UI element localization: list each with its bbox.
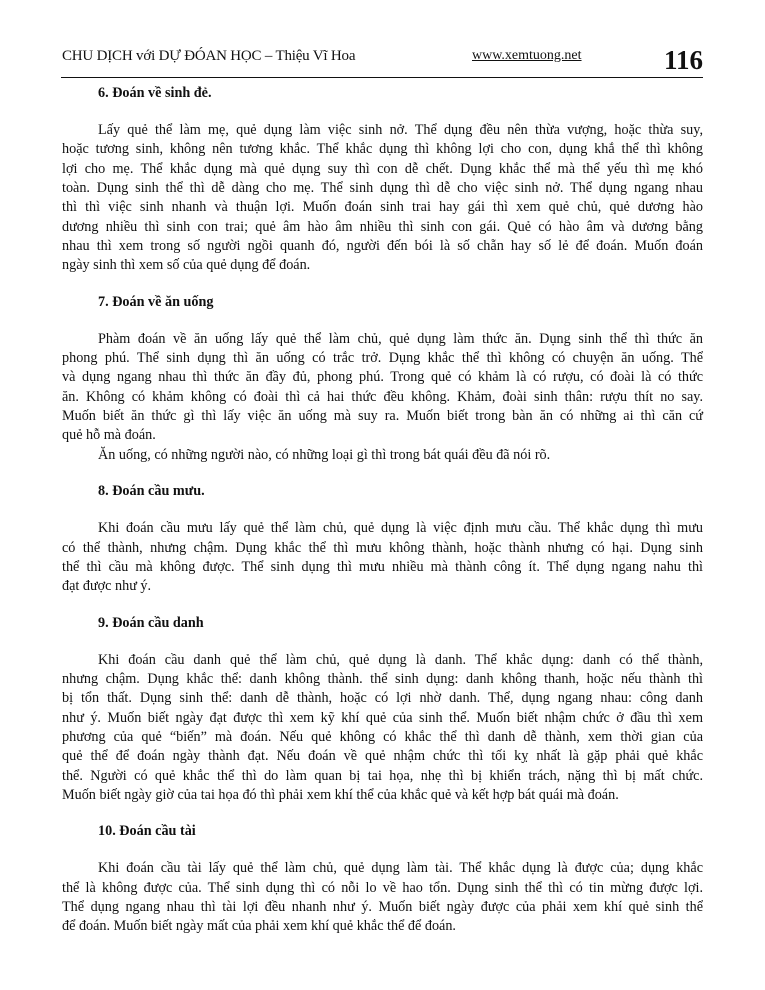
text-line: phương của quẻ “biến” mà đoán. Nếu quẻ không có khắc thể thì danh dễ thành, xem thời gian của (62, 728, 703, 745)
page-header (62, 40, 703, 77)
section-heading: 7. Đoán về ăn uống (98, 293, 214, 310)
paragraph (62, 519, 703, 596)
section-cau-tai (62, 822, 703, 936)
section-an-uong (62, 293, 703, 465)
text-line: Khi đoán cầu danh quẻ thể làm chủ, quẻ dụng là danh. Thể khắc dụng: danh có thể thành, (98, 651, 703, 668)
section-cau-danh (62, 614, 703, 806)
paragraph (62, 121, 703, 276)
running-title: CHU DỊCH với DỰ ĐÓAN HỌC – Thiệu Vĩ Hoa (62, 48, 356, 64)
text-line: để đoán. Muốn biết ngày mất của phải xem khí quẻ khắc thể để đoán. (62, 918, 456, 935)
page-number: 116 (663, 45, 703, 75)
website-link[interactable]: www.xemtuong.net (472, 48, 582, 63)
header-rule (61, 77, 703, 78)
text-line: quẻ hỗ mà đoán. (62, 427, 156, 444)
text-line: Ăn uống, có những người nào, có những loại gì thì trong bát quái đều đã nói rõ. (98, 446, 551, 463)
text-line: Khi đoán cầu mưu lấy quẻ thể làm chủ, quẻ dụng là việc định mưu cầu. Thể khắc dụng thì mưu (98, 520, 703, 537)
section-heading: 6. Đoán về sinh đẻ. (98, 85, 212, 101)
text-line: phong phú. Thể sinh dụng thì ăn uống có trắc trở. Dụng khắc thể thì không có chuyện ăn uống. Thể (62, 350, 703, 367)
paragraph (62, 651, 703, 806)
text-line: ngày sinh thì xem số của quẻ dụng để đoán. (62, 257, 311, 274)
text-line: toàn. Dụng sinh thể thì dễ dàng cho mẹ. Thể sinh dụng thì dễ cho việc sinh nở. Thể dụng ngang nhau (62, 180, 703, 197)
text-line: Lấy quẻ thể làm mẹ, quẻ dụng làm việc sinh nở. Thể dụng đều nên thừa vượng, hoặc thừa suy, (98, 122, 703, 138)
section-sinh-de (62, 84, 703, 276)
text-line: dương nhiều thì sinh con trai; quẻ âm hào âm nhiều thì sinh con gái. Quẻ có hào âm và dương bằng (62, 218, 703, 235)
text-line: quẻ thể để đoán ngày thành đạt. Nếu đoán về quẻ nhậm chức thì tối kỵ nhất là gặp phải quẻ khắc (62, 748, 703, 765)
text-line: Muốn biết ngày giờ của tai họa đó thì phải xem khí thể của khắc quẻ và kết hợp bát quái mà đoán. (62, 786, 619, 803)
text-line: bị tổn thất. Dụng sinh thể: danh dễ thành, hoặc có lợi nhờ danh. Thể, dụng ngang nhau: công danh (62, 690, 703, 707)
section-heading: 10. Đoán cầu tài (98, 823, 196, 840)
text-line: Muốn biết ăn thức gì thì lấy việc ăn uống mà suy ra. Muốn biết trong bàn ăn có những ai thì căn cứ (62, 408, 703, 425)
section-heading: 9. Đoán cầu danh (98, 614, 204, 631)
text-line: Phàm đoán về ăn uống lấy quẻ thể làm chủ, quẻ dụng làm thức ăn. Dụng sinh thể thì thức ăn (98, 330, 703, 347)
text-line: thể thì cầu mà không được. Thể sinh dụng thì mưu nhiều mà thành công ít. Thể dụng ngang nahu thì (62, 558, 703, 575)
section-heading: 8. Đoán cầu mưu. (98, 483, 205, 500)
text-line: và dụng ngang nhau thì thức ăn đầy đủ, phong phú. Trong quẻ có khảm là có rượu, có đoài là có thức (62, 369, 703, 386)
paragraph (62, 446, 703, 465)
text-line: hoặc tương sinh, không nên tương khắc. Thể khắc dụng thì không lợi cho con, dụng khắ thể thì không (62, 141, 703, 158)
text-line: Thể dụng ngang nhau thì tài lợi đều nhanh như ý. Muốn biết ngày được của phải xem khí quẻ sinh thể (62, 898, 703, 915)
text-line: thể. Người có quẻ khắc thể thì do làm quan bị tai họa, nhẹ thì bị khiển trách, nặng thì bị mất chức. (62, 767, 703, 784)
text-line: như ý. Muốn biết ngày đạt được thì xem kỹ khí quẻ của sinh thể. Muốn biết nhậm chức ở đầu thì xem (62, 709, 703, 726)
text-line: ăn. Không có khảm không có đoài thì cả hai thức đều không. Khảm, đoài sinh thân: rượu thít no say. (62, 388, 703, 405)
text-line: thể là không được của. Thể sinh dụng thì có nỗi lo về hao tổn. Dụng sinh thể thì có tin mừng được lợi. (62, 879, 703, 896)
text-line: nhưng chậm. Dụng khắc thể: danh không thành. thể sinh dụng: danh không thanh, hoặc nếu thành thì (62, 670, 703, 687)
text-line: nhau thì xem trong số người ngồi quanh đó, người đến bói là số chẵn hay số lẻ để đoán. Muốn đoán (62, 238, 703, 255)
section-cau-muu (62, 482, 703, 596)
text-line: Khi đoán cầu tài lấy quẻ thể làm chủ, quẻ dụng làm tài. Thể khắc dụng là được của; dụng khắc (98, 860, 703, 877)
text-line: thì thì việc sinh nhanh và thuận lợi. Muốn đoán sinh trai hay gái thì xem quẻ chủ, quẻ dương hào (62, 199, 703, 216)
text-line: có thể thành, nhưng chậm. Dụng khắc thể thì mưu không thành, hoặc thành nhưng có hại. Dụng sinh (62, 539, 703, 556)
page-body (62, 84, 703, 937)
paragraph (62, 859, 703, 936)
paragraph (62, 330, 703, 446)
text-line: đạt được như ý. (62, 578, 152, 595)
text-line: lợi cho mẹ. Thể khắc dụng mà quẻ dụng suy thì con dễ chết. Dụng khắc thể mà thể yếu thì mẹ khó (62, 160, 703, 177)
